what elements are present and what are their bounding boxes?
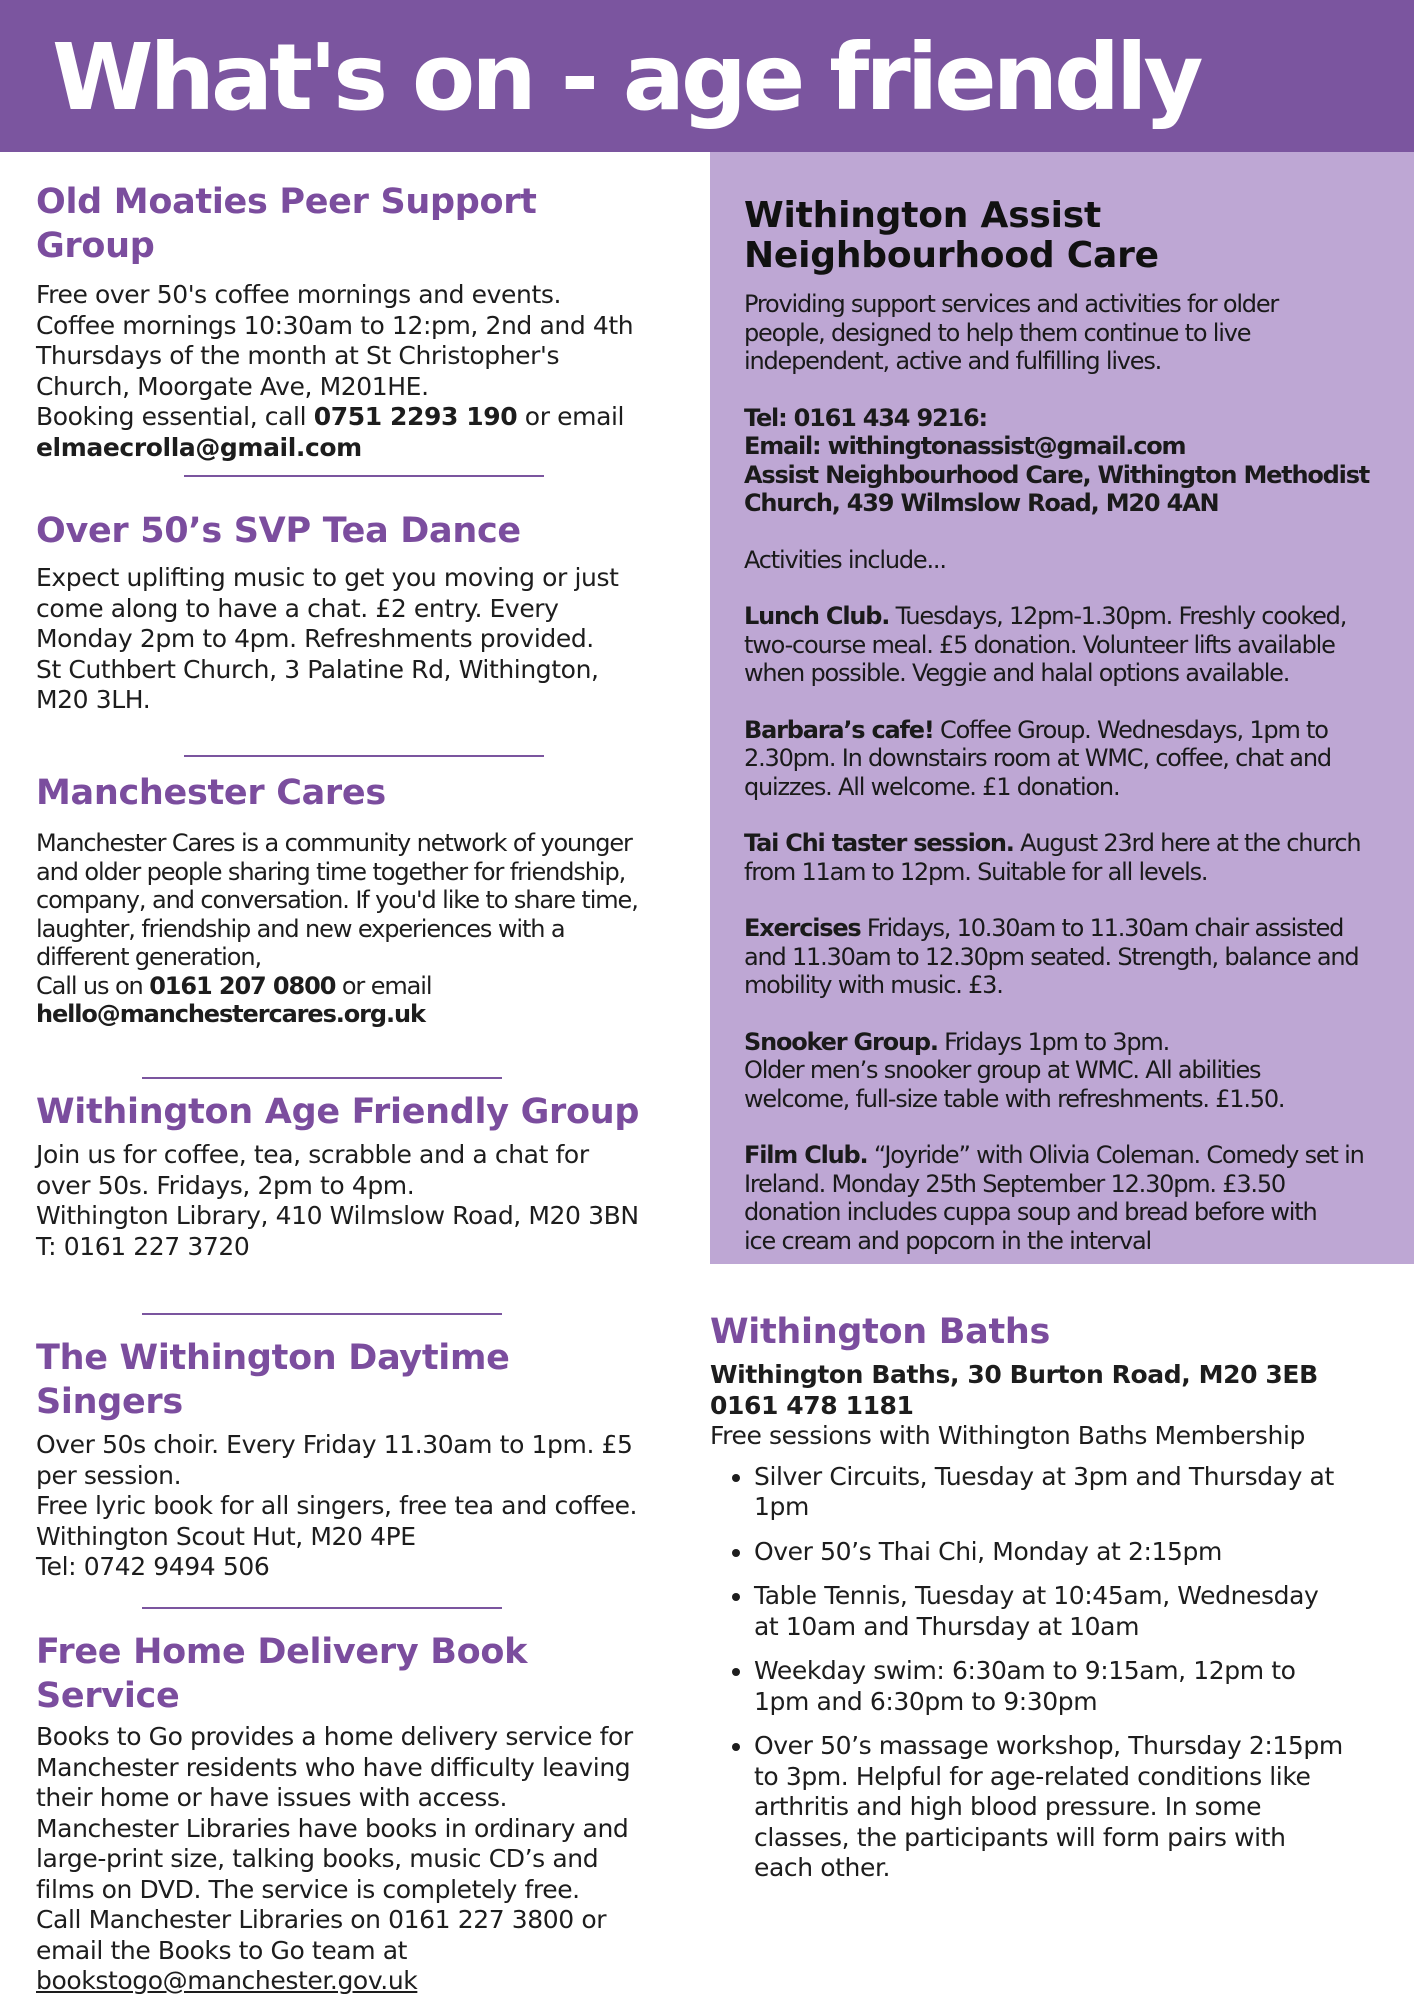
section-old-moaties bbox=[36, 180, 656, 463]
body-line: their home or have issues with access. bbox=[36, 1783, 507, 1812]
body-line: Manchester residents who have difficulty leaving bbox=[36, 1752, 631, 1782]
section-withington-baths bbox=[710, 1310, 1350, 1898]
address-line: Assist Neighbourhood Care, Withington Methodist bbox=[744, 460, 1370, 489]
section-divider bbox=[142, 1077, 502, 1079]
body-line: large-print size, talking books, music CD’s and bbox=[36, 1844, 599, 1873]
activity-text: Coffee Group. Wednesdays, 1pm to bbox=[933, 715, 1328, 744]
activity-snooker-group bbox=[744, 1028, 1384, 1114]
body-line: M20 3LH. bbox=[36, 685, 151, 714]
activity-text: Ireland. Monday 25th September 12.30pm. £3.50 bbox=[744, 1169, 1285, 1198]
activity-tai-chi bbox=[744, 829, 1384, 886]
baths-phone: 0161 478 1181 bbox=[710, 1390, 914, 1420]
body-line: different generation, bbox=[36, 943, 261, 971]
list-item: • Silver Circuits, Tuesday at 3pm and Thursday at 1pm bbox=[754, 1462, 1350, 1523]
address-line: Church, 439 Wilmslow Road, M20 4AN bbox=[744, 489, 1219, 517]
body-line: email the Books to Go team at bbox=[36, 1935, 408, 1965]
baths-address: Withington Baths, 30 Burton Road, M20 3EB bbox=[710, 1360, 1318, 1389]
section-heading: Manchester Cares bbox=[36, 773, 386, 813]
assist-panel bbox=[710, 152, 1414, 1264]
body-line: Withington Scout Hut, M20 4PE bbox=[36, 1521, 416, 1551]
activity-text: 2.30pm. In downstairs room at WMC, coffee, chat and bbox=[744, 744, 1331, 772]
call-prefix: Call us on bbox=[36, 971, 150, 1000]
email-address: elmaecrolla@gmail.com bbox=[36, 432, 362, 462]
activity-text: mobility with music. £3. bbox=[744, 971, 1003, 999]
page-title: What's on - age friendly bbox=[52, 24, 1200, 131]
activity-text: quizzes. All welcome. £1 donation. bbox=[744, 772, 1120, 801]
section-heading: Free Home Delivery Book Service bbox=[36, 1632, 528, 1716]
body-line: Expect uplifting music to get you moving or just bbox=[36, 563, 619, 592]
tel-line: Tel: 0161 434 9216: bbox=[744, 403, 987, 432]
body-line: over 50s. Fridays, 2pm to 4pm. bbox=[36, 1170, 415, 1200]
list-item: • Table Tennis, Tuesday at 10:45am, Wednesday at 10am and Thursday at 10am bbox=[754, 1581, 1350, 1642]
body-line: company, and conversation. If you'd like to share time, bbox=[36, 886, 638, 914]
activities-label: Activities include... bbox=[744, 545, 946, 574]
body-line: Manchester Cares is a community network of younger bbox=[36, 829, 632, 857]
body-line: T: 0161 227 3720 bbox=[36, 1231, 250, 1261]
body-line: St Cuthbert Church, 3 Palatine Rd, Withington, bbox=[36, 654, 599, 684]
activity-text: when possible. Veggie and halal options available. bbox=[744, 659, 1290, 687]
baths-note: Free sessions with Withington Baths Membership bbox=[710, 1421, 1306, 1450]
section-divider bbox=[142, 1607, 502, 1609]
activity-text: ice cream and popcorn in the interval bbox=[744, 1226, 1151, 1255]
section-withington-age-friendly bbox=[36, 1090, 656, 1262]
body-line: Tel: 0742 9494 506 bbox=[36, 1552, 270, 1581]
activity-name: Snooker Group. bbox=[744, 1027, 938, 1056]
activity-text: two-course meal. £5 donation. Volunteer lifts available bbox=[744, 630, 1335, 659]
phone-number: 0161 207 0800 bbox=[149, 971, 336, 1000]
activity-text: “Joyride” with Olivia Coleman. Comedy set in bbox=[867, 1141, 1364, 1169]
section-heading: Over 50’s SVP Tea Dance bbox=[36, 511, 521, 551]
activity-text: donation includes cuppa soup and bread before with bbox=[744, 1198, 1317, 1226]
section-daytime-singers bbox=[36, 1336, 656, 1583]
body-line: Join us for coffee, tea, scrabble and a chat for bbox=[36, 1140, 589, 1169]
section-divider bbox=[142, 1313, 502, 1315]
call-line bbox=[36, 972, 656, 1001]
activity-name: Exercises bbox=[744, 914, 861, 942]
email-link[interactable]: bookstogo@manchester.gov.uk bbox=[36, 1966, 418, 1995]
email-line bbox=[36, 433, 656, 464]
body-line: per session. bbox=[36, 1460, 182, 1490]
activity-barbaras-cafe bbox=[744, 716, 1384, 802]
activity-text: August 23rd here at the church bbox=[1013, 829, 1361, 857]
section-tea-dance bbox=[36, 509, 656, 716]
body-line: films on DVD. The service is completely free. bbox=[36, 1874, 580, 1904]
panel-title: Withington Assist Neighbourhood Care bbox=[744, 195, 1159, 276]
section-manchester-cares bbox=[36, 771, 656, 1029]
baths-sessions-list bbox=[710, 1462, 1350, 1884]
activity-name: Tai Chi taster session. bbox=[744, 829, 1014, 857]
section-heading: Withington Age Friendly Group bbox=[36, 1092, 640, 1132]
list-item: • Weekday swim: 6:30am to 9:15am, 12pm to 1pm and 6:30pm to 9:30pm bbox=[754, 1656, 1350, 1717]
section-heading: Withington Baths bbox=[710, 1312, 1051, 1352]
activity-text: Tuesdays, 12pm-1.30pm. Freshly cooked, bbox=[889, 602, 1347, 630]
activity-text: and 11.30am to 12.30pm seated. Strength, balance and bbox=[744, 942, 1359, 971]
activity-text: Fridays 1pm to 3pm. bbox=[937, 1027, 1169, 1056]
activity-film-club bbox=[744, 1141, 1384, 1255]
list-item: • Over 50’s Thai Chi, Monday at 2:15pm bbox=[754, 1537, 1350, 1568]
booking-line bbox=[36, 402, 656, 433]
email-line: Email: withingtonassist@gmail.com bbox=[744, 432, 1186, 460]
activity-text: Older men’s snooker group at WMC. All abilities bbox=[744, 1056, 1261, 1084]
activity-exercises bbox=[744, 914, 1384, 1000]
header-banner bbox=[0, 0, 1414, 152]
body-line: Manchester Libraries have books in ordinary and bbox=[36, 1813, 629, 1843]
body-line: Free lyric book for all singers, free tea and coffee. bbox=[36, 1491, 638, 1520]
section-home-delivery-books bbox=[36, 1630, 656, 1997]
call-mid: or email bbox=[335, 971, 432, 1000]
activity-text: Fridays, 10.30am to 11.30am chair assisted bbox=[860, 914, 1344, 942]
intro-line: independent, active and fulfilling lives. bbox=[744, 347, 1162, 375]
body-line: Coffee mornings 10:30am to 12:pm, 2nd and 4th bbox=[36, 310, 634, 340]
phone-number: 0751 2293 190 bbox=[313, 402, 518, 431]
booking-prefix: Booking essential, call bbox=[36, 402, 314, 431]
activity-name: Lunch Club. bbox=[744, 602, 890, 630]
intro-line: people, designed to help them continue to live bbox=[744, 318, 1251, 347]
activity-text: from 11am to 12pm. Suitable for all levels. bbox=[744, 857, 1208, 886]
body-line: laughter, friendship and new experiences with a bbox=[36, 914, 565, 943]
body-line: Withington Library, 410 Wilmslow Road, M20 3BN bbox=[36, 1201, 639, 1230]
email-address: hello@manchestercares.org.uk bbox=[36, 1000, 425, 1028]
activity-name: Barbara’s cafe! bbox=[744, 715, 934, 744]
intro-line: Providing support services and activities for older bbox=[744, 290, 1279, 318]
body-line: Over 50s choir. Every Friday 11.30am to 1pm. £5 bbox=[36, 1430, 633, 1459]
email-line bbox=[36, 1000, 656, 1029]
section-heading: Old Moaties Peer Support Group bbox=[36, 182, 537, 266]
body-line: Monday 2pm to 4pm. Refreshments provided. bbox=[36, 624, 594, 653]
section-divider bbox=[184, 475, 544, 477]
body-line: and older people sharing time together for friendship, bbox=[36, 857, 626, 886]
body-line: Church, Moorgate Ave, M201HE. bbox=[36, 371, 429, 401]
activity-text: welcome, full-size table with refreshments. £1.50. bbox=[744, 1084, 1285, 1113]
section-heading: The Withington Daytime Singers bbox=[36, 1338, 510, 1422]
activity-name: Film Club. bbox=[744, 1141, 868, 1169]
body-line: Books to Go provides a home delivery service for bbox=[36, 1722, 633, 1751]
list-item: • Over 50’s massage workshop, Thursday 2:15pm to 3pm. Helpful for age-related conditions like arthritis and high blood pressure. In some classes, the participants will form pairs with each other. bbox=[754, 1731, 1350, 1884]
section-divider bbox=[184, 755, 544, 757]
body-line: Free over 50's coffee mornings and events. bbox=[36, 280, 562, 309]
body-line: come along to have a chat. £2 entry. Every bbox=[36, 593, 559, 623]
body-line: Thursdays of the month at St Christopher's bbox=[36, 341, 560, 370]
body-line: Call Manchester Libraries on 0161 227 3800 or bbox=[36, 1905, 607, 1934]
activity-lunch-club bbox=[744, 602, 1384, 688]
booking-mid: or email bbox=[517, 402, 625, 431]
